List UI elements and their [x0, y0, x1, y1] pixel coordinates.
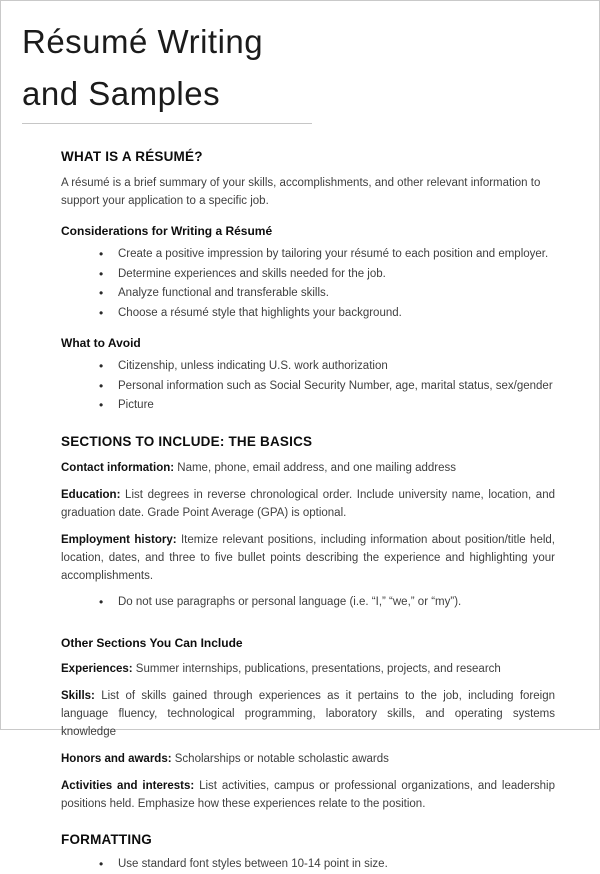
considerations-list — [61, 246, 555, 322]
education-paragraph — [61, 486, 555, 522]
skills-text: List of skills gained through experiences as it pertains to the job, including foreign language fluency, technological programming, laboratory skills, and operating systems knowledge — [61, 690, 555, 738]
contact-information-label: Contact information: — [61, 461, 175, 474]
list-item: • Choose a résumé style that highlights your background. — [98, 305, 555, 323]
skills-label: Skills: — [61, 690, 95, 702]
heading-formatting: FORMATTING — [61, 832, 152, 847]
basics-note-list — [61, 594, 555, 612]
list-item: • Do not use paragraphs or personal language (i.e. “I,” “we,” or “my”). — [98, 594, 555, 612]
list-item: • Determine experiences and skills needed for the job. — [98, 266, 555, 284]
avoid-list — [61, 358, 555, 415]
heading-considerations: Considerations for Writing a Résumé — [61, 224, 273, 238]
list-item: • Use standard font styles between 10-14 point in size. — [98, 856, 555, 874]
education-text: List degrees in reverse chronological order. Include university name, location, and graduation date. Grade Point Average (GPA) is optional. — [61, 488, 555, 519]
list-item: • Citizenship, unless indicating U.S. work authorization — [98, 358, 555, 376]
skills-paragraph — [61, 687, 555, 741]
list-item: • Picture — [98, 397, 555, 415]
honors-awards-text: Scholarships or notable scholastic awards — [171, 753, 389, 765]
heading-what-is-a-resume: WHAT IS A RÉSUMÉ? — [61, 149, 203, 164]
honors-awards-paragraph — [61, 750, 555, 768]
activities-interests-label: Activities and interests: — [61, 780, 195, 792]
document-title — [1, 1, 599, 120]
heading-other-sections: Other Sections You Can Include — [61, 636, 243, 650]
employment-history-text: Itemize relevant positions, including information about position/title held, location, dates, and three to five bullet points describing the experience and highlighting your accomplishments. — [61, 533, 555, 582]
employment-history-paragraph — [61, 531, 555, 585]
document-title-line2: and Samples — [22, 75, 221, 112]
spacer — [61, 618, 555, 622]
list-item: • Personal information such as Social Security Number, age, marital status, sex/gender — [98, 378, 555, 396]
employment-history-label: Employment history: — [61, 533, 177, 546]
contact-information-paragraph — [61, 459, 555, 477]
formatting-list — [61, 856, 555, 874]
heading-what-to-avoid: What to Avoid — [61, 336, 141, 350]
document-title-line1: Résumé Writing — [22, 23, 264, 60]
experiences-paragraph — [61, 660, 555, 678]
list-item: • Create a positive impression by tailoring your résumé to each position and employer. — [98, 246, 555, 264]
list-item: • Analyze functional and transferable skills. — [98, 285, 555, 303]
intro-paragraph: A résumé is a brief summary of your skills, accomplishments, and other relevant information to support your application to a specific job. — [61, 177, 541, 207]
honors-awards-label: Honors and awards: — [61, 753, 172, 765]
experiences-text: Summer internships, publications, presentations, projects, and research — [132, 663, 501, 675]
experiences-label: Experiences: — [61, 663, 133, 675]
education-label: Education: — [61, 488, 121, 501]
contact-information-text: Name, phone, email address, and one mailing address — [174, 461, 456, 474]
activities-interests-text: List activities, campus or professional organizations, and leadership positions held. Emphasize how these experiences relate to the position. — [61, 780, 555, 810]
activities-interests-paragraph — [61, 777, 555, 813]
heading-sections-basics: SECTIONS TO INCLUDE: THE BASICS — [61, 433, 313, 449]
document-body — [1, 124, 599, 874]
